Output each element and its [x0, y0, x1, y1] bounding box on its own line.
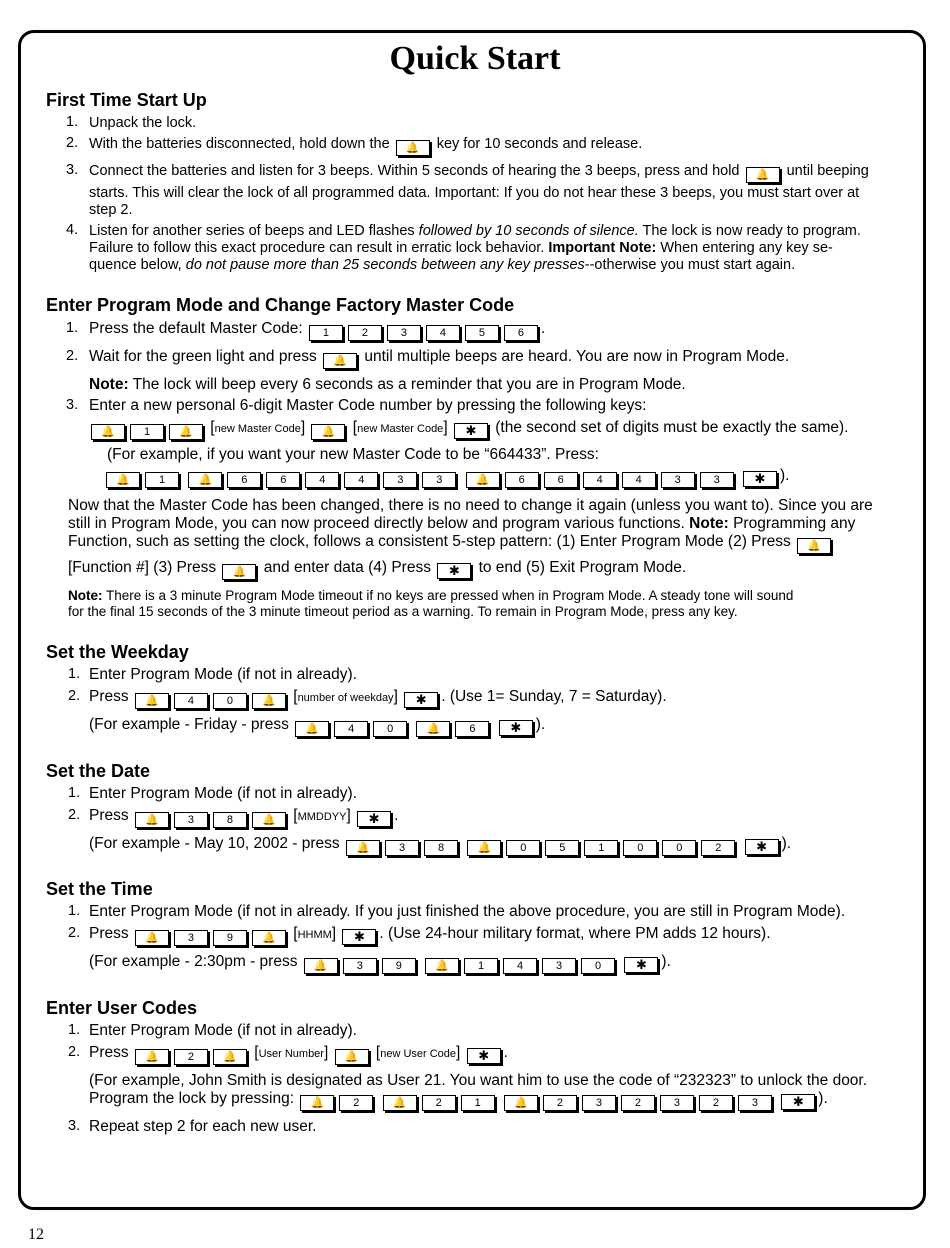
list-number: 2.	[66, 135, 79, 151]
paragraph: [Function #] (3) Press 🔔 and enter data (4) Press ✱ to end (5) Exit Program Mode.	[68, 559, 687, 578]
list-item: With the batteries disconnected, hold down the 🔔 key for 10 seconds and release.	[89, 136, 643, 154]
digit-key: 4	[622, 472, 656, 488]
digit-key: 4	[583, 472, 617, 488]
bell-key-icon: 🔔	[416, 721, 450, 737]
digit-key: 1	[461, 1095, 495, 1111]
bell-key-icon: 🔔	[188, 472, 222, 488]
star-key-icon: ✱	[404, 692, 438, 708]
list-item: Enter Program Mode (if not in already. If you just finished the above procedure, you are still in Program Mode).	[89, 903, 846, 920]
digit-key: 3	[343, 958, 377, 974]
bell-key-icon: 🔔	[467, 840, 501, 856]
list-item-continued: starts. This will clear the lock of all programmed data. Important: If you do not hear these 3 beeps, you must start over at	[89, 185, 860, 201]
digit-key: 9	[213, 930, 247, 946]
key-sequence: 🔔 1 🔔 [new Master Code] 🔔 [new Master Code] ✱ (the second set of digits must be exactly the same).	[89, 419, 848, 440]
list-item: Wait for the green light and press 🔔 until multiple beeps are heard. You are now in Program Mode.	[89, 348, 790, 367]
list-number: 2.	[66, 348, 79, 364]
paragraph: still in Program Mode, you can now proceed directly below and program various functions. Note: Programming any	[68, 515, 856, 532]
list-item: Enter a new personal 6-digit Master Code number by pressing the following keys:	[89, 397, 647, 414]
digit-key: 6	[266, 472, 300, 488]
list-number: 3.	[66, 162, 79, 178]
list-item-continued: Failure to follow this exact procedure can result in erratic lock behavior. Important Note: When entering any key se-	[89, 240, 833, 256]
bell-key-icon: 🔔	[311, 424, 345, 440]
digit-key: 0	[373, 721, 407, 737]
section-heading-program-mode: Enter Program Mode and Change Factory Master Code	[46, 295, 515, 315]
digit-key: 3	[661, 472, 695, 488]
digit-key: 0	[623, 840, 657, 856]
bell-key-icon: 🔔	[135, 812, 169, 828]
bell-key-icon: 🔔	[252, 693, 286, 709]
digit-key: 8	[213, 812, 247, 828]
digit-key: 5	[545, 840, 579, 856]
digit-key: 2	[543, 1095, 577, 1111]
digit-key: 6	[227, 472, 261, 488]
list-item: Enter Program Mode (if not in already).	[89, 666, 357, 683]
section-heading-weekday: Set the Weekday	[46, 642, 189, 662]
bell-key-icon: 🔔	[213, 1049, 247, 1065]
bell-key-icon: 🔔	[746, 167, 780, 183]
digit-key: 1	[584, 840, 618, 856]
bell-key-icon: 🔔	[135, 930, 169, 946]
bell-key-icon: 🔔	[295, 721, 329, 737]
star-key-icon: ✱	[357, 811, 391, 827]
key-2: 2	[348, 325, 382, 341]
digit-key: 3	[582, 1095, 616, 1111]
list-item: Enter Program Mode (if not in already).	[89, 1022, 357, 1039]
digit-key: 2	[422, 1095, 456, 1111]
bell-key-icon: 🔔	[396, 140, 430, 156]
key-6: 6	[504, 325, 538, 341]
bell-key-icon: 🔔	[335, 1049, 369, 1065]
digit-key: 6	[544, 472, 578, 488]
star-key-icon: ✱	[745, 839, 779, 855]
list-item: Press 🔔 3 8 🔔 [MMDDYY] ✱ .	[89, 807, 399, 826]
digit-key: 2	[339, 1095, 373, 1111]
bell-key-icon: 🔔	[425, 958, 459, 974]
paragraph: Function, such as setting the clock, follows a consistent 5-step pattern: (1) Enter Program Mode (2) Press 🔔	[68, 533, 834, 554]
example: (For example, if you want your new Master Code to be “664433”. Press:	[107, 446, 599, 463]
star-key-icon: ✱	[781, 1094, 815, 1110]
digit-key: 0	[581, 958, 615, 974]
bell-key-icon: 🔔	[252, 812, 286, 828]
list-number: 2.	[68, 807, 81, 823]
digit-key: 2	[621, 1095, 655, 1111]
star-key-icon: ✱	[437, 563, 471, 579]
digit-key: 2	[699, 1095, 733, 1111]
bell-key-icon: 🔔	[252, 930, 286, 946]
bell-key-icon: 🔔	[135, 693, 169, 709]
digit-key: 3	[542, 958, 576, 974]
bell-key-icon: 🔔	[504, 1095, 538, 1111]
digit-key: 0	[213, 693, 247, 709]
digit-key: 4	[503, 958, 537, 974]
example: (For example - Friday - press 🔔 4 0 🔔 6 ✱ ).	[89, 716, 546, 735]
list-item: Listen for another series of beeps and LED flashes followed by 10 seconds of silence. The lock is now ready to program.	[89, 223, 861, 239]
star-key-icon: ✱	[467, 1048, 501, 1064]
section-heading-date: Set the Date	[46, 761, 151, 781]
section-heading-first-time: First Time Start Up	[46, 90, 207, 110]
bell-key-icon: 🔔	[304, 958, 338, 974]
list-item-continued: quence below, do not pause more than 25 seconds between any key presses--otherwise you must start again.	[89, 257, 796, 273]
list-number: 1.	[68, 1022, 81, 1038]
bell-key-icon: 🔔	[169, 424, 203, 440]
list-number: 2.	[68, 688, 81, 704]
list-number: 4.	[66, 222, 79, 238]
bell-key-icon: 🔔	[323, 353, 357, 369]
digit-key: 1	[145, 472, 179, 488]
note: for the final 15 seconds of the 3 minute timeout period as a warning. To remain in Program Mode, press any key.	[68, 604, 738, 619]
digit-key: 4	[334, 721, 368, 737]
section-heading-user-codes: Enter User Codes	[46, 998, 198, 1018]
list-number: 1.	[66, 114, 79, 130]
digit-key: 3	[383, 472, 417, 488]
star-key-icon: ✱	[624, 957, 658, 973]
page-title: Quick Start	[389, 40, 561, 77]
key-3: 3	[387, 325, 421, 341]
bell-key-icon: 🔔	[797, 538, 831, 554]
bell-key-icon: 🔔	[135, 1049, 169, 1065]
list-number: 3.	[68, 1118, 81, 1134]
star-key-icon: ✱	[454, 423, 488, 439]
digit-key: 3	[422, 472, 456, 488]
digit-key: 4	[305, 472, 339, 488]
section-heading-time: Set the Time	[46, 879, 153, 899]
list-item: Connect the batteries and listen for 3 beeps. Within 5 seconds of hearing the 3 beeps, press and hold 🔔 until beeping	[89, 163, 869, 181]
digit-key: 3	[660, 1095, 694, 1111]
digit-key: 2	[174, 1049, 208, 1065]
list-item: Press 🔔 4 0 🔔 [number of weekday] ✱ . (Use 1= Sunday, 7 = Saturday).	[89, 688, 667, 707]
bell-key-icon: 🔔	[300, 1095, 334, 1111]
page-number: 12	[28, 1226, 44, 1243]
digit-key: 4	[174, 693, 208, 709]
digit-key: 1	[130, 424, 164, 440]
star-key-icon: ✱	[743, 471, 777, 487]
note: Note: There is a 3 minute Program Mode timeout if no keys are pressed when in Program Mode. A steady tone will sound	[68, 588, 794, 603]
digit-key: 3	[738, 1095, 772, 1111]
star-key-icon: ✱	[342, 929, 376, 945]
digit-key: 0	[506, 840, 540, 856]
key-5: 5	[465, 325, 499, 341]
digit-key: 3	[174, 930, 208, 946]
list-item-continued: step 2.	[89, 202, 133, 218]
list-number: 3.	[66, 397, 79, 413]
key-sequence: 🔔 1 🔔 6 6 4 4 3 3 🔔 6 6 4 4 3 3 ✱ ).	[104, 467, 789, 488]
key-4: 4	[426, 325, 460, 341]
bell-key-icon: 🔔	[106, 472, 140, 488]
list-number: 2.	[68, 1044, 81, 1060]
list-item: Press 🔔 3 9 🔔 [HHMM] ✱ . (Use 24-hour military format, where PM adds 12 hours).	[89, 925, 771, 944]
list-number: 1.	[68, 666, 81, 682]
digit-key: 3	[174, 812, 208, 828]
key-1: 1	[309, 325, 343, 341]
digit-key: 1	[464, 958, 498, 974]
digit-key: 4	[344, 472, 378, 488]
list-item: Enter Program Mode (if not in already).	[89, 785, 357, 802]
bell-key-icon: 🔔	[222, 564, 256, 580]
digit-key: 6	[455, 721, 489, 737]
digit-key: 3	[385, 840, 419, 856]
digit-key: 2	[701, 840, 735, 856]
list-item: Press the default Master Code: 1 2 3 4 5 6 .	[89, 320, 546, 339]
note: Note: The lock will beep every 6 seconds as a reminder that you are in Program Mode.	[89, 376, 686, 393]
list-number: 1.	[68, 785, 81, 801]
star-key-icon: ✱	[499, 720, 533, 736]
list-number: 1.	[66, 320, 79, 336]
example: Program the lock by pressing: 🔔 2 🔔 2 1 🔔 2 3 2 3 2 3 ✱ ).	[89, 1090, 828, 1109]
digit-key: 3	[700, 472, 734, 488]
digit-key: 9	[382, 958, 416, 974]
list-number: 1.	[68, 903, 81, 919]
example: (For example - May 10, 2002 - press 🔔 3 8 🔔 0 5 1 0 0 2 ✱ ).	[89, 835, 792, 854]
digit-key: 0	[662, 840, 696, 856]
list-item: Repeat step 2 for each new user.	[89, 1118, 317, 1135]
digit-key: 8	[424, 840, 458, 856]
list-item: Press 🔔 2 🔔 [User Number] 🔔 [new User Code] ✱ .	[89, 1044, 508, 1063]
example: (For example, John Smith is designated as User 21. You want him to use the code of “232323” to unlock the door.	[89, 1072, 868, 1089]
digit-key: 6	[505, 472, 539, 488]
example: (For example - 2:30pm - press 🔔 3 9 🔔 1 4 3 0 ✱ ).	[89, 953, 671, 972]
bell-key-icon: 🔔	[466, 472, 500, 488]
paragraph: Now that the Master Code has been changed, there is no need to change it again (unless you want to). Since you are	[68, 497, 873, 514]
list-number: 2.	[68, 925, 81, 941]
bell-key-icon: 🔔	[383, 1095, 417, 1111]
list-item: Unpack the lock.	[89, 115, 197, 131]
bell-key-icon: 🔔	[91, 424, 125, 440]
bell-key-icon: 🔔	[346, 840, 380, 856]
